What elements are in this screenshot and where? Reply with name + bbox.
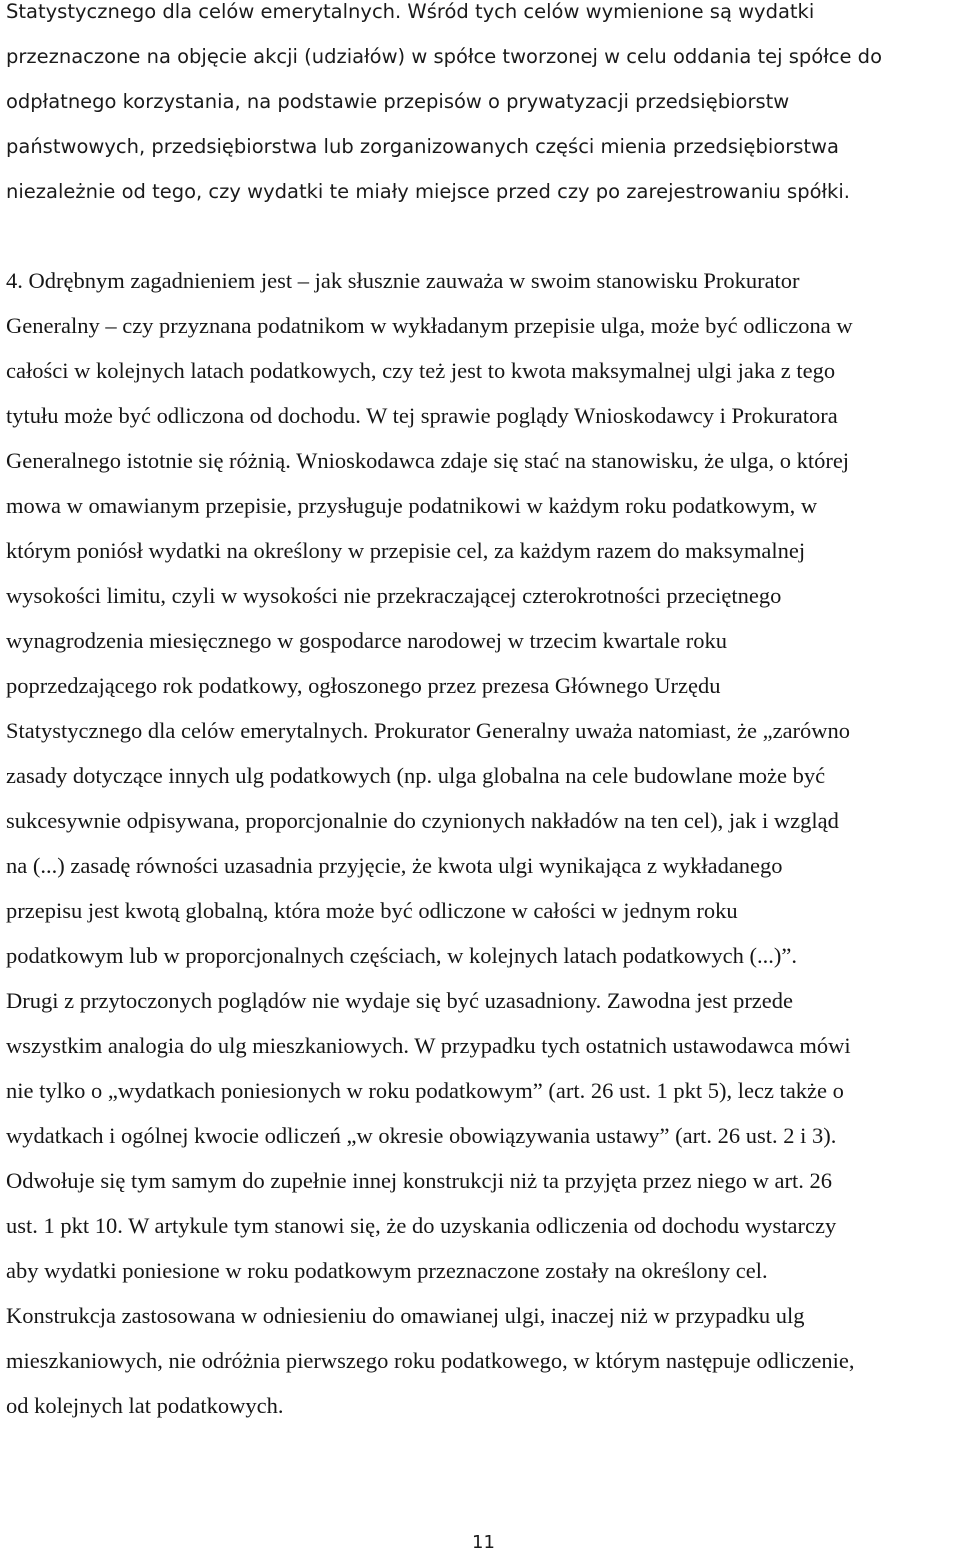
section-4-line: mieszkaniowych, nie odróżnia pierwszego roku podatkowego, w którym następuje odliczenie, — [6, 1348, 855, 1373]
page-number: 11 — [472, 1532, 495, 1553]
section-4-line: zasady dotyczące innych ulg podatkowych (np. ulga globalna na cele budowlane może być — [6, 763, 826, 788]
intro-line: niezależnie od tego, czy wydatki te miały miejsce przed czy po zarejestrowaniu spółki. — [6, 180, 850, 203]
section-4-line: wysokości limitu, czyli w wysokości nie przekraczającej czterokrotności przeciętnego — [6, 583, 782, 608]
section-4-line: ust. 1 pkt 10. W artykule tym stanowi się, że do uzyskania odliczenia od dochodu wystarczy — [6, 1213, 837, 1238]
section-4-line: wydatkach i ogólnej kwocie odliczeń „w okresie obowiązywania ustawy” (art. 26 ust. 2 i 3). — [6, 1123, 837, 1148]
intro-line: państwowych, przedsiębiorstwa lub zorganizowanych części mienia przedsiębiorstwa — [6, 135, 839, 158]
section-4-line: Odwołuje się tym samym do zupełnie innej konstrukcji niż ta przyjęta przez niego w art. 26 — [6, 1168, 833, 1193]
section-4-line: sukcesywnie odpisywana, proporcjonalnie do czynionych nakładów na ten cel), jak i wzgląd — [6, 808, 839, 833]
section-4-line: tytułu może być odliczona od dochodu. W tej sprawie poglądy Wnioskodawcy i Prokuratora — [6, 403, 838, 428]
section-4-line: całości w kolejnych latach podatkowych, czy też jest to kwota maksymalnej ulgi jaka z tego — [6, 358, 836, 383]
section-4-line: Drugi z przytoczonych poglądów nie wydaje się być uzasadniony. Zawodna jest przede — [6, 988, 794, 1013]
section-4-line: nie tylko o „wydatkach poniesionych w roku podatkowym” (art. 26 ust. 1 pkt 5), lecz także o — [6, 1078, 844, 1103]
section-4-line: przepisu jest kwotą globalną, która może być odliczone w całości w jednym roku — [6, 898, 738, 923]
section-4-line: wynagrodzenia miesięcznego w gospodarce narodowej w trzecim kwartale roku — [6, 628, 727, 653]
section-4-line: na (...) zasadę równości uzasadnia przyjęcie, że kwota ulgi wynikająca z wykładanego — [6, 853, 783, 878]
section-4-line: Generalnego istotnie się różnią. Wnioskodawca zdaje się stać na stanowisku, że ulga, o której — [6, 448, 850, 473]
section-4-line: mowa w omawianym przepisie, przysługuje podatnikowi w każdym roku podatkowym, w — [6, 493, 818, 518]
section-4-line: od kolejnych lat podatkowych. — [6, 1393, 284, 1418]
section-4-line: wszystkim analogia do ulg mieszkaniowych. W przypadku tych ostatnich ustawodawca mówi — [6, 1033, 851, 1058]
section-4-line: 4. Odrębnym zagadnieniem jest – jak słusznie zauważa w swoim stanowisku Prokurator — [6, 268, 800, 293]
section-4-line: poprzedzającego rok podatkowy, ogłoszonego przez prezesa Głównego Urzędu — [6, 673, 721, 698]
intro-line: przeznaczone na objęcie akcji (udziałów) w spółce tworzonej w celu oddania tej spółce do — [6, 45, 882, 68]
section-4-line: Konstrukcja zastosowana w odniesieniu do omawianej ulgi, inaczej niż w przypadku ulg — [6, 1303, 805, 1328]
section-4-line: podatkowym lub w proporcjonalnych częściach, w kolejnych latach podatkowych (...)”. — [6, 943, 797, 968]
section-4-line: aby wydatki poniesione w roku podatkowym przeznaczone zostały na określony cel. — [6, 1258, 768, 1283]
section-4-line: Generalny – czy przyznana podatnikom w wykładanym przepisie ulga, może być odliczona w — [6, 313, 853, 338]
section-4-line: Statystycznego dla celów emerytalnych. Prokurator Generalny uważa natomiast, że „zarówno — [6, 718, 851, 743]
intro-line: Statystycznego dla celów emerytalnych. Wśród tych celów wymienione są wydatki — [6, 0, 815, 23]
intro-line: odpłatnego korzystania, na podstawie przepisów o prywatyzacji przedsiębiorstw — [6, 90, 790, 113]
section-4-line: którym poniósł wydatki na określony w przepisie cel, za każdym razem do maksymalnej — [6, 538, 806, 563]
